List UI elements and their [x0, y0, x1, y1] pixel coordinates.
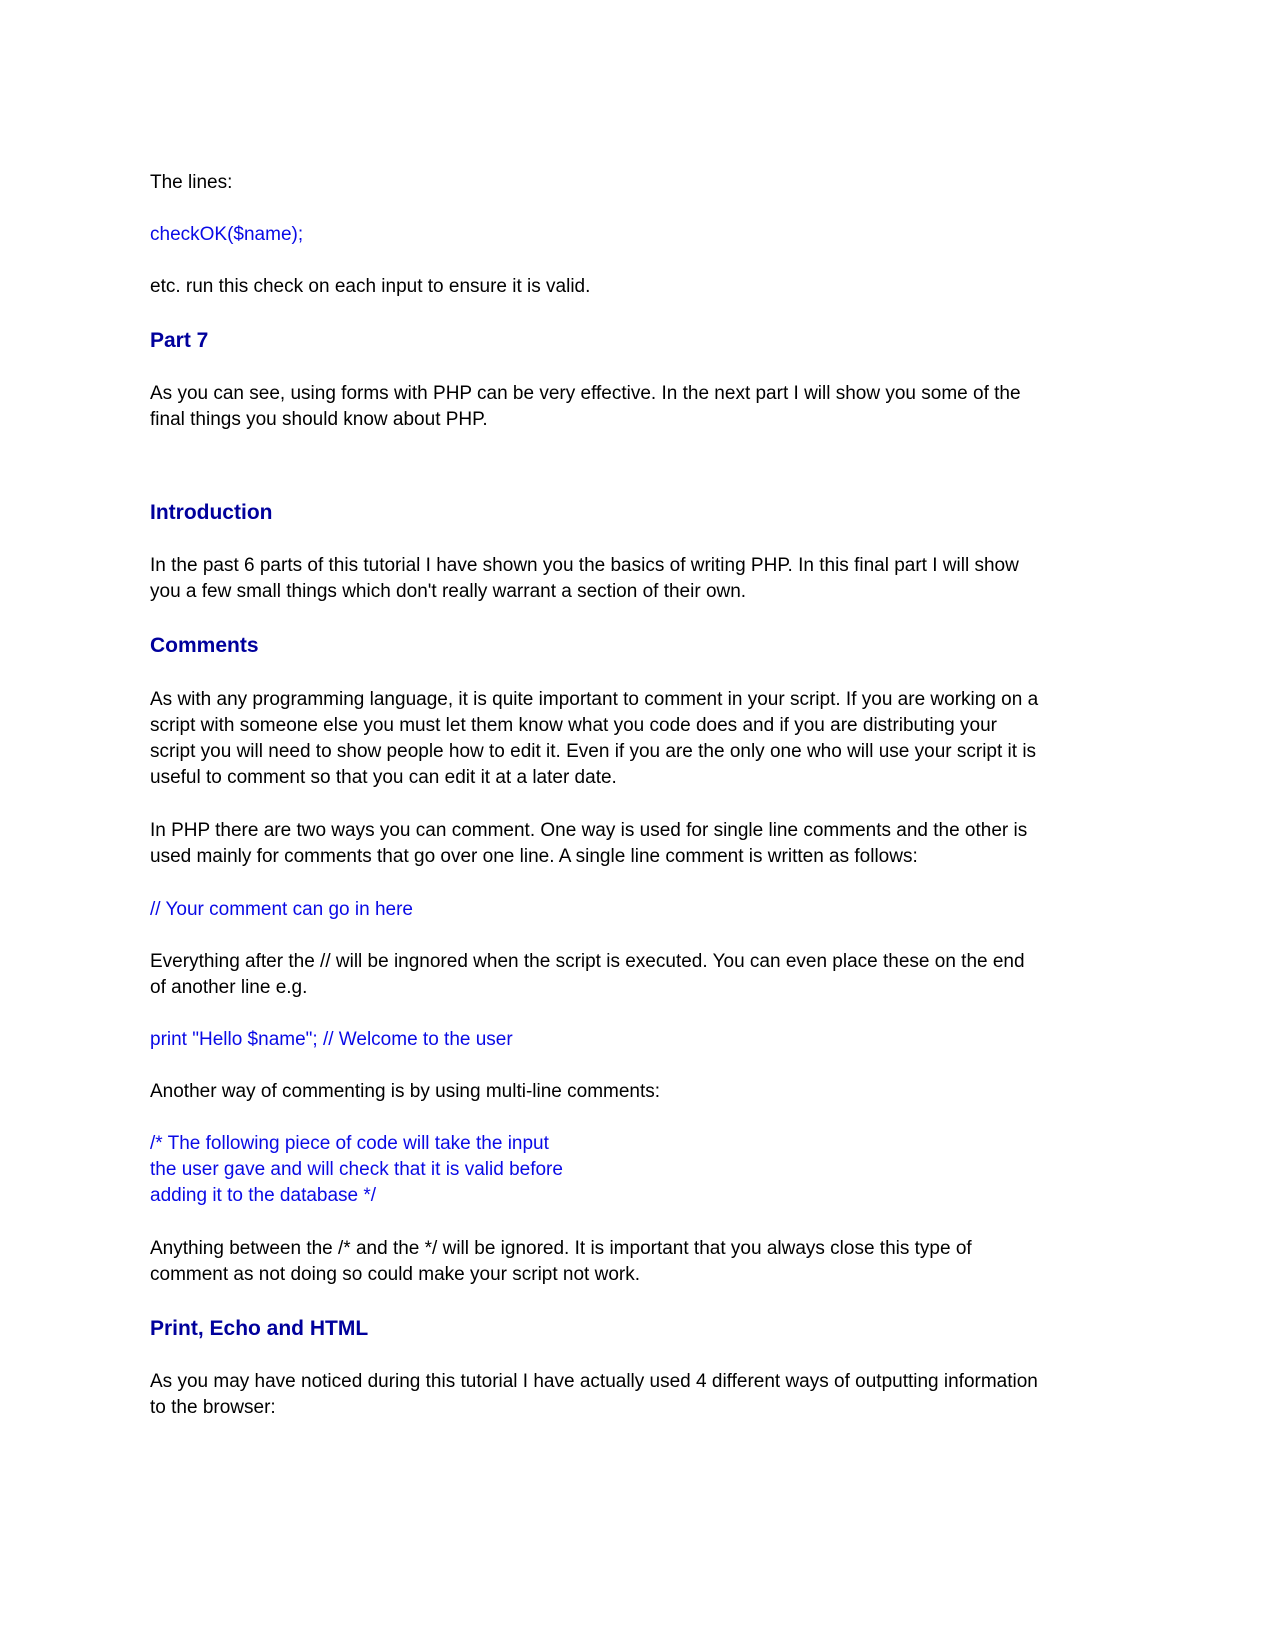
comments-para1-line-4: useful to comment so that you can edit it at a later date.	[150, 767, 617, 788]
introduction-text-line-2: you a few small things which don't really warrant a section of their own.	[150, 581, 747, 602]
comments-heading: Comments	[150, 634, 259, 657]
print-echo-line-1: As you may have noticed during this tutorial I have actually used 4 different ways of outputting information	[150, 1371, 1038, 1392]
code-checkok: checkOK($name);	[150, 224, 304, 245]
print-echo-heading: Print, Echo and HTML	[150, 1317, 369, 1340]
everything-after-line-1: Everything after the // will be ingnored when the script is executed. You can even place these on the end	[150, 951, 1025, 972]
code-multiline-line-1: /* The following piece of code will take the input	[150, 1133, 549, 1154]
comments-para1-line-2: script with someone else you must let them know what you code does and if you are distributing your	[150, 715, 997, 736]
comments-para1-line-1: As with any programming language, it is quite important to comment in your script. If you are working on a	[150, 689, 1039, 710]
part7-text-line-2: final things you should know about PHP.	[150, 409, 488, 430]
code-multiline-line-3: adding it to the database */	[150, 1185, 377, 1206]
code-print-comment: print "Hello $name"; // Welcome to the user	[150, 1029, 513, 1050]
introduction-text-line-1: In the past 6 parts of this tutorial I have shown you the basics of writing PHP. In this final part I will show	[150, 555, 1019, 576]
code-multiline-line-2: the user gave and will check that it is valid before	[150, 1159, 563, 1180]
check-text: etc. run this check on each input to ensure it is valid.	[150, 276, 591, 297]
part7-heading: Part 7	[150, 329, 209, 352]
code-single-comment: // Your comment can go in here	[150, 899, 413, 920]
comments-para1-line-3: script you will need to show people how to edit it. Even if you are the only one who will use your script it is	[150, 741, 1037, 762]
print-echo-line-2: to the browser:	[150, 1397, 276, 1418]
lines-intro-label: The lines:	[150, 172, 233, 193]
part7-text-line-1: As you can see, using forms with PHP can be very effective. In the next part I will show you some of the	[150, 383, 1021, 404]
comments-para2-line-2: used mainly for comments that go over one line. A single line comment is written as follows:	[150, 846, 918, 867]
anything-between-line-1: Anything between the /* and the */ will be ignored. It is important that you always close this type of	[150, 1238, 972, 1259]
anything-between-line-2: comment as not doing so could make your script not work.	[150, 1264, 641, 1285]
comments-para2-line-1: In PHP there are two ways you can comment. One way is used for single line comments and the other is	[150, 820, 1028, 841]
multiline-intro: Another way of commenting is by using multi-line comments:	[150, 1081, 661, 1102]
everything-after-line-2: of another line e.g.	[150, 977, 308, 998]
introduction-heading: Introduction	[150, 501, 273, 524]
